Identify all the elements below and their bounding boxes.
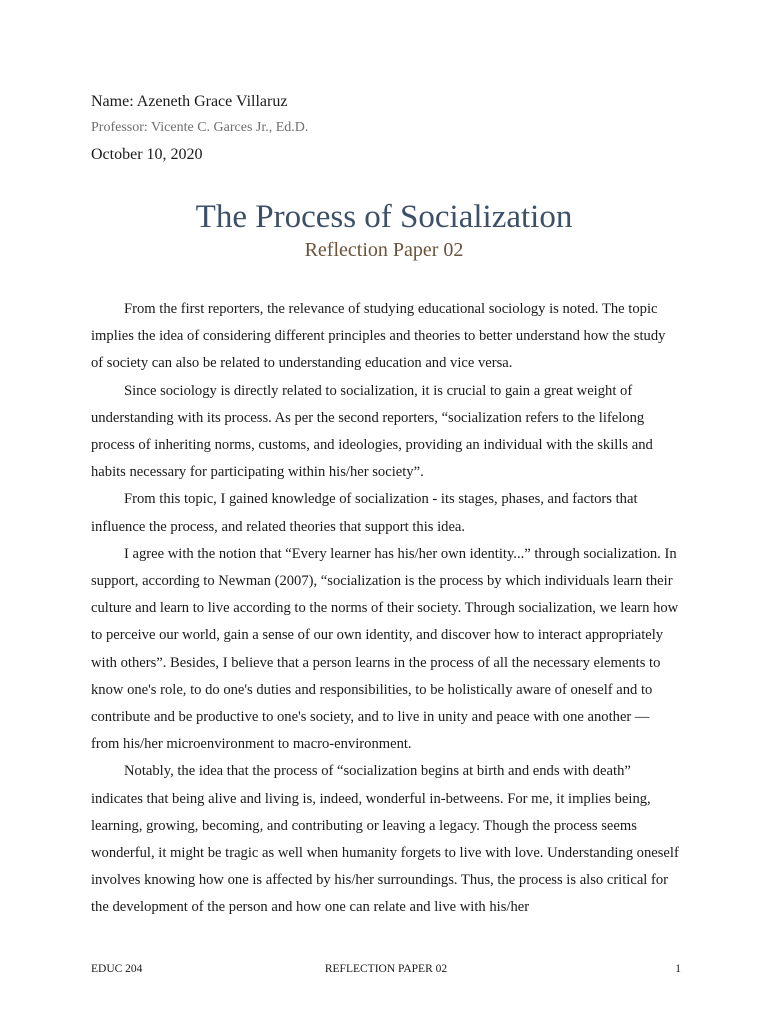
paragraph: From this topic, I gained knowledge of socialization - its stages, phases, and factors that influence the process, and related theories that support this idea.: [91, 491, 638, 535]
page-number: 1: [675, 963, 681, 975]
paragraph: Notably, the idea that the process of “socialization begins at birth and ends with death” indicates that being alive and living is, indeed, wonderful in-betweens. For me, it implies being, learning, growing, becoming, and contributing or leaving a legacy. Though the process seems wonderful, it might be tragic as well when humanity forgets to live with love. Understanding oneself involves knowing how one is affected by his/her surroundings. Thus, the process is also critical for the development of the person and how one can relate and live with his/her: [91, 763, 679, 916]
author-name: Name: Azeneth Grace Villaruz: [91, 93, 288, 110]
document-date: October 10, 2020: [91, 146, 203, 163]
paragraph: Since sociology is directly related to socialization, it is crucial to gain a great weight of understanding with its process. As per the second reporters, “socialization refers to the lifelong process of inheriting norms, customs, and ideologies, providing an individual with the skills and habits necessary for participating within his/her society”.: [91, 382, 653, 481]
professor-name: Professor: Vicente C. Garces Jr., Ed.D.: [91, 120, 309, 135]
paragraph: I agree with the notion that “Every learner has his/her own identity...” through socialization. In support, according to Newman (2007), “socialization is the process by which individuals learn their culture and learn to live according to the norms of their society. Through socialization, we learn how to perceive our world, gain a sense of our own identity, and discover how to interact appropriately with others”. Besides, I believe that a person learns in the process of all the necessary elements to know one's role, to do one's duties and responsibilities, to be holistically aware of oneself and to contribute and be productive to one's society, and to live in unity and peace with one another — from his/her microenvironment to macro-environment.: [91, 545, 679, 753]
footer-course: EDUC 204: [91, 963, 143, 975]
paragraph: From the first reporters, the relevance of studying educational sociology is noted. The topic implies the idea of considering different principles and theories to better understand how the study of society can also be related to understanding education and vice versa.: [91, 301, 666, 372]
author-header: [91, 92, 308, 165]
document-subtitle: Reflection Paper 02: [304, 239, 464, 261]
document-title: The Process of Socialization: [195, 199, 573, 235]
footer-label: REFLECTION PAPER 02: [324, 963, 448, 975]
body-text: [91, 296, 681, 922]
